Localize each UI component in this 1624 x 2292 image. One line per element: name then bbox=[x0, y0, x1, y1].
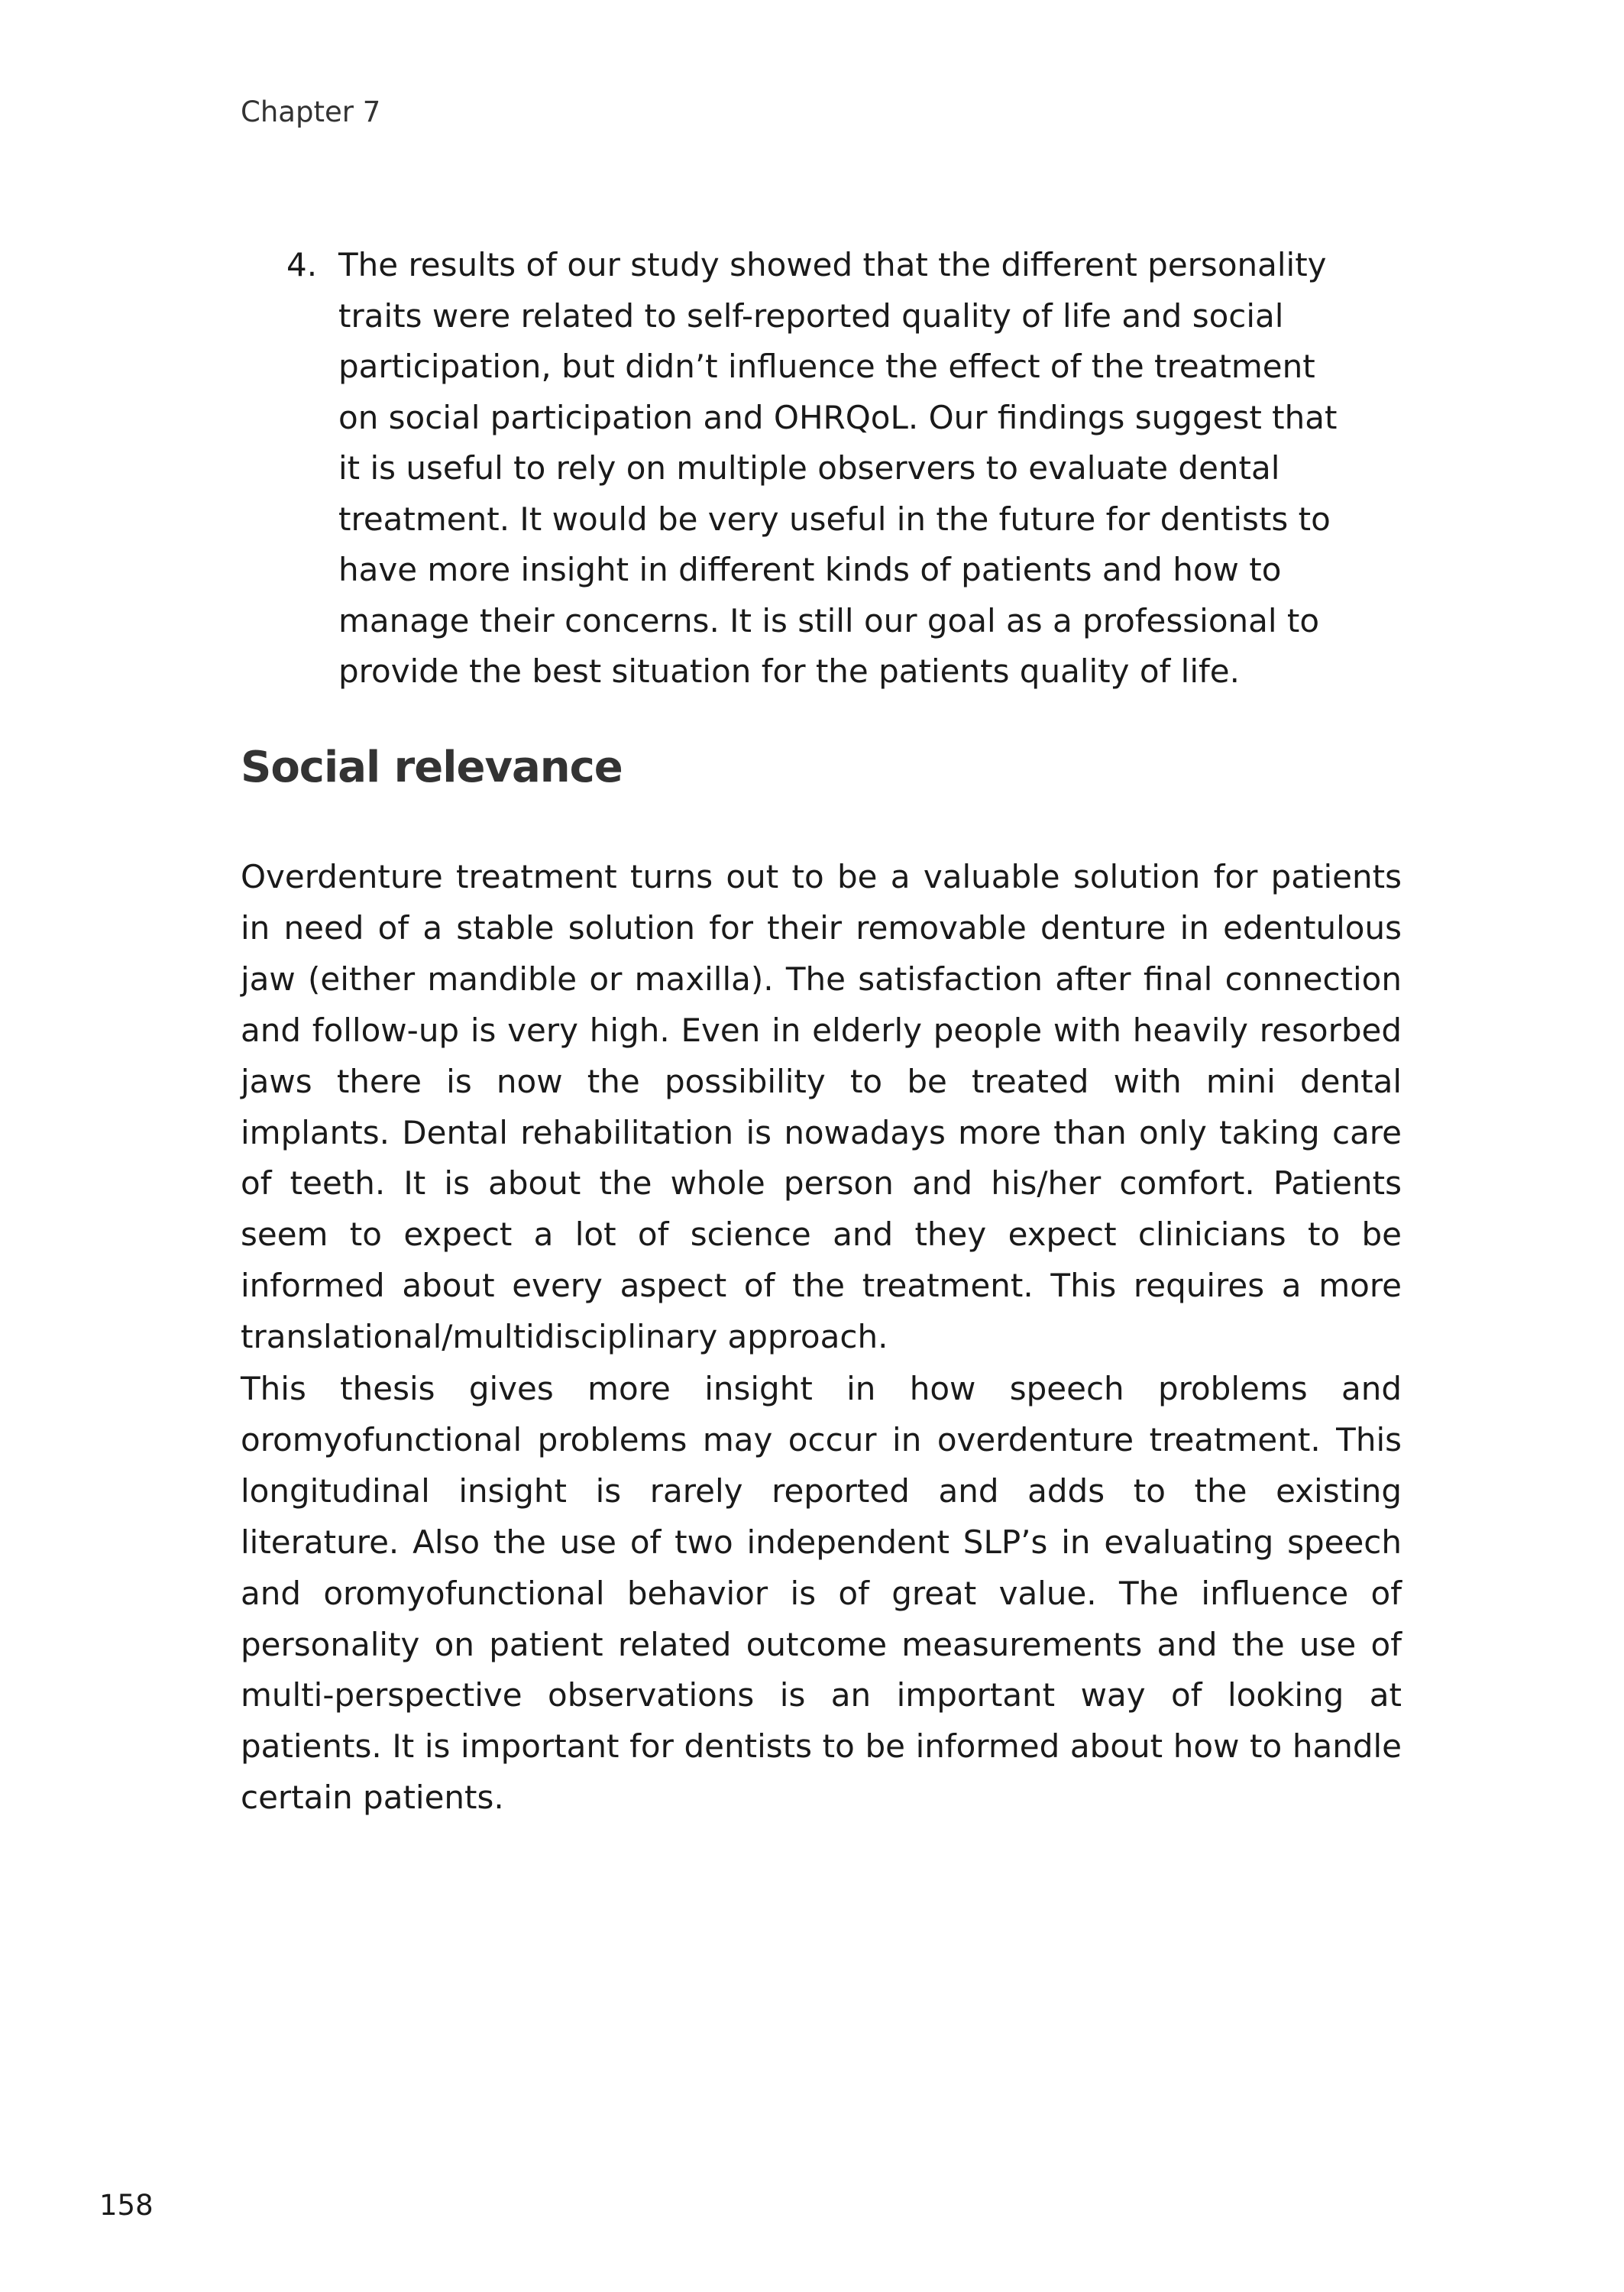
section-heading: Social relevance bbox=[241, 743, 623, 792]
list-item-number: 4. bbox=[286, 246, 318, 283]
body-paragraph-2: This thesis gives more insight in how speech problems and oromyofunctional problems may occur in overdenture treatment. This longitudinal insight is rarely reported and adds to the existing literature. Also the use of two independent SLP’s in evaluating speech and oromyofunctional behavior is of great value. The influence of personality on patient related outcome measurements and the use of multi-perspective observations is an important way of looking at patients. It is important for dentists to be informed about how to handle certain patients. bbox=[241, 1370, 1402, 1817]
list-item-text: The results of our study showed that the different personality traits were related to self-reported quality of life and social participation, but didn’t influence the effect of the treatment on social participation and OHRQoL. Our findings suggest that it is useful to rely on multiple observers to evaluate dental treatment. It would be very useful in the future for dentists to have more insight in different kinds of patients and how to manage their concerns. It is still our goal as a professional to provide the best situation for the patients quality of life. bbox=[338, 246, 1338, 690]
numbered-list-item bbox=[286, 240, 1356, 698]
running-header-chapter: Chapter 7 bbox=[241, 96, 381, 128]
body-paragraph-1: Overdenture treatment turns out to be a valuable solution for patients in need of a stable solution for their removable denture in edentulous jaw (either mandible or maxilla). The satisfaction after final connection and follow-up is very high. Even in elderly people with heavily resorbed jaws there is now the possibility to be treated with mini dental implants. Dental rehabilitation is nowadays more than only taking care of teeth. It is about the whole person and his/her comfort. Patients seem to expect a lot of science and they expect clinicians to be informed about every aspect of the treatment. This requires a more translational/multidisciplinary approach. bbox=[241, 858, 1402, 1356]
page-number: 158 bbox=[99, 2189, 154, 2222]
